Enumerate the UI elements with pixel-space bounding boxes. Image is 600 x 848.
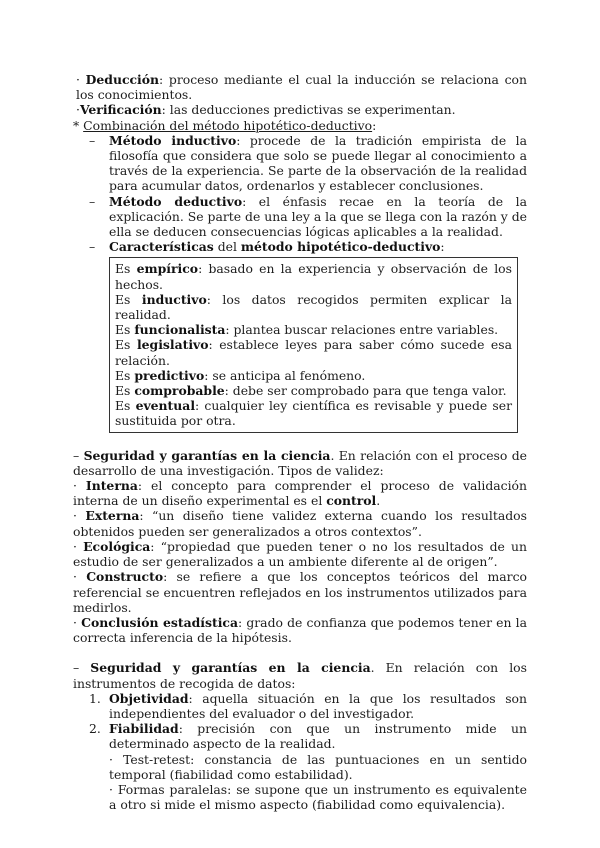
list-number: 2. bbox=[89, 721, 101, 737]
verificacion-text: : las deducciones predictivas se experimentan. bbox=[161, 102, 456, 118]
formas-paralelas-text: Formas paralelas: se supone que un instrumento es equivalente a otro si mide el mismo aspecto (fiabilidad como equivalencia). bbox=[109, 781, 527, 813]
metodos-list bbox=[73, 133, 527, 255]
list-item-fiabilidad bbox=[73, 721, 527, 812]
dash: – bbox=[89, 132, 96, 148]
term-comprobable: comprobable bbox=[134, 383, 225, 399]
validez-interna bbox=[73, 478, 527, 508]
box-prefix: Es bbox=[115, 291, 142, 307]
term-empirico: empírico bbox=[136, 261, 199, 277]
instrumentos-list bbox=[73, 691, 527, 813]
caracteristicas-mid: del bbox=[213, 239, 241, 255]
bullet: · bbox=[109, 751, 113, 767]
combinacion-heading bbox=[73, 118, 527, 133]
term-control: control bbox=[326, 493, 377, 509]
dash: – bbox=[89, 193, 96, 209]
bullet: · bbox=[73, 569, 77, 585]
term-externa: Externa bbox=[85, 508, 140, 524]
list-number: 1. bbox=[89, 690, 101, 706]
combinacion-colon: : bbox=[372, 117, 377, 133]
box-text: : basado en la experiencia y observación de los hechos. bbox=[115, 261, 512, 292]
box-prefix: Es bbox=[115, 398, 136, 414]
term-metodo-deductivo: Método deductivo bbox=[109, 193, 243, 209]
validez-ecologica bbox=[73, 539, 527, 569]
box-text: : se anticipa al fenómeno. bbox=[204, 367, 366, 383]
term-conclusion-estadistica: Conclusión estadística bbox=[81, 614, 238, 630]
term-metodo-hipotetico-deductivo: método hipotético-deductivo bbox=[240, 239, 441, 255]
term-inductivo: inductivo bbox=[141, 291, 207, 307]
term-funcionalista: funcionalista bbox=[134, 322, 226, 338]
bullet: · bbox=[73, 614, 77, 630]
bullet: · bbox=[73, 508, 77, 524]
constructo-text: : se refiere a que los conceptos teóricos del marco referencial se encuentren reflejados en los instrumentos utilizados para medirlos. bbox=[73, 569, 527, 615]
term-metodo-inductivo: Método inductivo bbox=[109, 132, 237, 148]
caracteristicas-colon: : bbox=[440, 239, 445, 255]
seguridad-instrumentos-text: . En relación con los instrumentos de recogida de datos: bbox=[73, 660, 527, 691]
box-line-inductivo bbox=[115, 292, 512, 322]
box-text: : establece leyes para saber cómo sucede esa relación. bbox=[115, 337, 513, 368]
seguridad-validez-intro bbox=[73, 448, 527, 478]
box-prefix: Es bbox=[115, 322, 135, 338]
term-legislativo: legislativo bbox=[136, 337, 209, 353]
box-prefix: Es bbox=[115, 337, 137, 353]
bullet: · bbox=[109, 781, 113, 797]
conclusion-text: : grado de confianza que podemos tener en la correcta inferencia de la hipótesis. bbox=[73, 614, 527, 646]
box-text: : debe ser comprobado para que tenga valor. bbox=[224, 383, 507, 399]
combinacion-title: Combinación del método hipotético-deductivo bbox=[83, 117, 373, 133]
term-constructo: Constructo bbox=[86, 569, 164, 585]
bullet: · bbox=[76, 72, 80, 87]
objetividad-text: : aquella situación en la que los resultados son independientes del evaluador o del investigador. bbox=[109, 690, 527, 721]
dash: – bbox=[73, 447, 80, 463]
term-verificacion: Verificación bbox=[79, 102, 162, 118]
seguridad-intro-text: . En relación con el proceso de desarrollo de una investigación. Tipos de validez: bbox=[73, 447, 527, 478]
term-ecologica: Ecológica bbox=[83, 538, 151, 554]
box-line-funcionalista bbox=[115, 322, 512, 337]
box-text: : cualquier ley científica es revisable y puede ser sustituida por otra. bbox=[115, 398, 512, 429]
validez-constructo bbox=[73, 569, 527, 615]
term-fiabilidad: Fiabilidad bbox=[109, 721, 179, 737]
box-text: : los datos recogidos permiten explicar la realidad. bbox=[115, 291, 513, 323]
term-deduccion: Deducción bbox=[85, 72, 160, 87]
term-eventual: eventual bbox=[135, 398, 196, 414]
box-prefix: Es bbox=[115, 383, 135, 399]
dash: – bbox=[89, 239, 96, 255]
box-line-eventual bbox=[115, 398, 512, 428]
asterisk: * bbox=[73, 117, 80, 133]
box-line-legislativo bbox=[115, 337, 512, 367]
period: . bbox=[376, 493, 381, 509]
caracteristicas-box bbox=[109, 257, 518, 432]
externa-text: : “un diseño tiene validez externa cuando los resultados obtenidos pueden ser generalizados a otros contextos”. bbox=[73, 508, 527, 539]
list-item-objetividad bbox=[73, 691, 527, 721]
box-prefix: Es bbox=[115, 261, 137, 277]
sub-item-test-retest bbox=[109, 752, 527, 782]
dash: – bbox=[73, 660, 80, 676]
term-caracteristicas: Características bbox=[109, 239, 214, 255]
list-item-metodo-deductivo bbox=[73, 194, 527, 240]
deduccion-text: : proceso mediante el cual la inducción se relaciona con los conocimientos. bbox=[76, 72, 527, 103]
document-page bbox=[73, 72, 527, 812]
sub-item-formas-paralelas bbox=[109, 782, 527, 812]
deduccion-paragraph bbox=[73, 72, 527, 102]
ecologica-text: : “propiedad que pueden tener o no los resultados de un estudio de ser generalizados a un ambiente diferente al de origen”. bbox=[73, 538, 527, 570]
list-item-metodo-inductivo bbox=[73, 133, 527, 194]
list-item-caracteristicas bbox=[73, 239, 527, 254]
test-retest-text: Test-retest: constancia de las puntuaciones en un sentido temporal (fiabilidad como estabilidad). bbox=[109, 751, 527, 782]
validez-externa bbox=[73, 508, 527, 538]
term-objetividad: Objetividad bbox=[109, 690, 189, 706]
spacer bbox=[73, 645, 527, 660]
bullet: · bbox=[73, 478, 77, 494]
spacer bbox=[73, 433, 527, 448]
seguridad-title: Seguridad y garantías en la ciencia bbox=[83, 447, 331, 463]
box-line-comprobable bbox=[115, 383, 512, 398]
metodo-inductivo-text: : procede de la tradición empirista de la filosofía que considera que solo se puede llegar al conocimiento a través de la experiencia. Se parte de la observación de la realidad para acumular datos, ordenarlos y establecer conclusiones. bbox=[109, 132, 527, 194]
box-line-empirico bbox=[115, 261, 512, 291]
fiabilidad-text: : precisión con que un instrumento mide un determinado aspecto de la realidad. bbox=[109, 721, 527, 752]
term-interna: Interna bbox=[85, 478, 138, 494]
verificacion-paragraph bbox=[73, 102, 527, 117]
validez-conclusion-estadistica bbox=[73, 615, 527, 645]
seguridad-title: Seguridad y garantías en la ciencia bbox=[90, 660, 371, 676]
term-predictivo: predictivo bbox=[134, 367, 205, 383]
bullet: · bbox=[76, 102, 80, 118]
metodo-deductivo-text: : el énfasis recae en la teoría de la explicación. Se parte de una ley a la que se llega con la razón y de ella se deducen consecuencias lógicas aplicables a la realidad. bbox=[109, 193, 527, 240]
bullet: · bbox=[73, 538, 77, 554]
interna-text: : el concepto para comprender el proceso de validación interna de un diseño experimental es el bbox=[73, 478, 527, 509]
seguridad-instrumentos-intro bbox=[73, 660, 527, 690]
box-prefix: Es bbox=[115, 367, 135, 383]
box-text: : plantea buscar relaciones entre variables. bbox=[225, 322, 499, 338]
box-line-predictivo bbox=[115, 368, 512, 383]
